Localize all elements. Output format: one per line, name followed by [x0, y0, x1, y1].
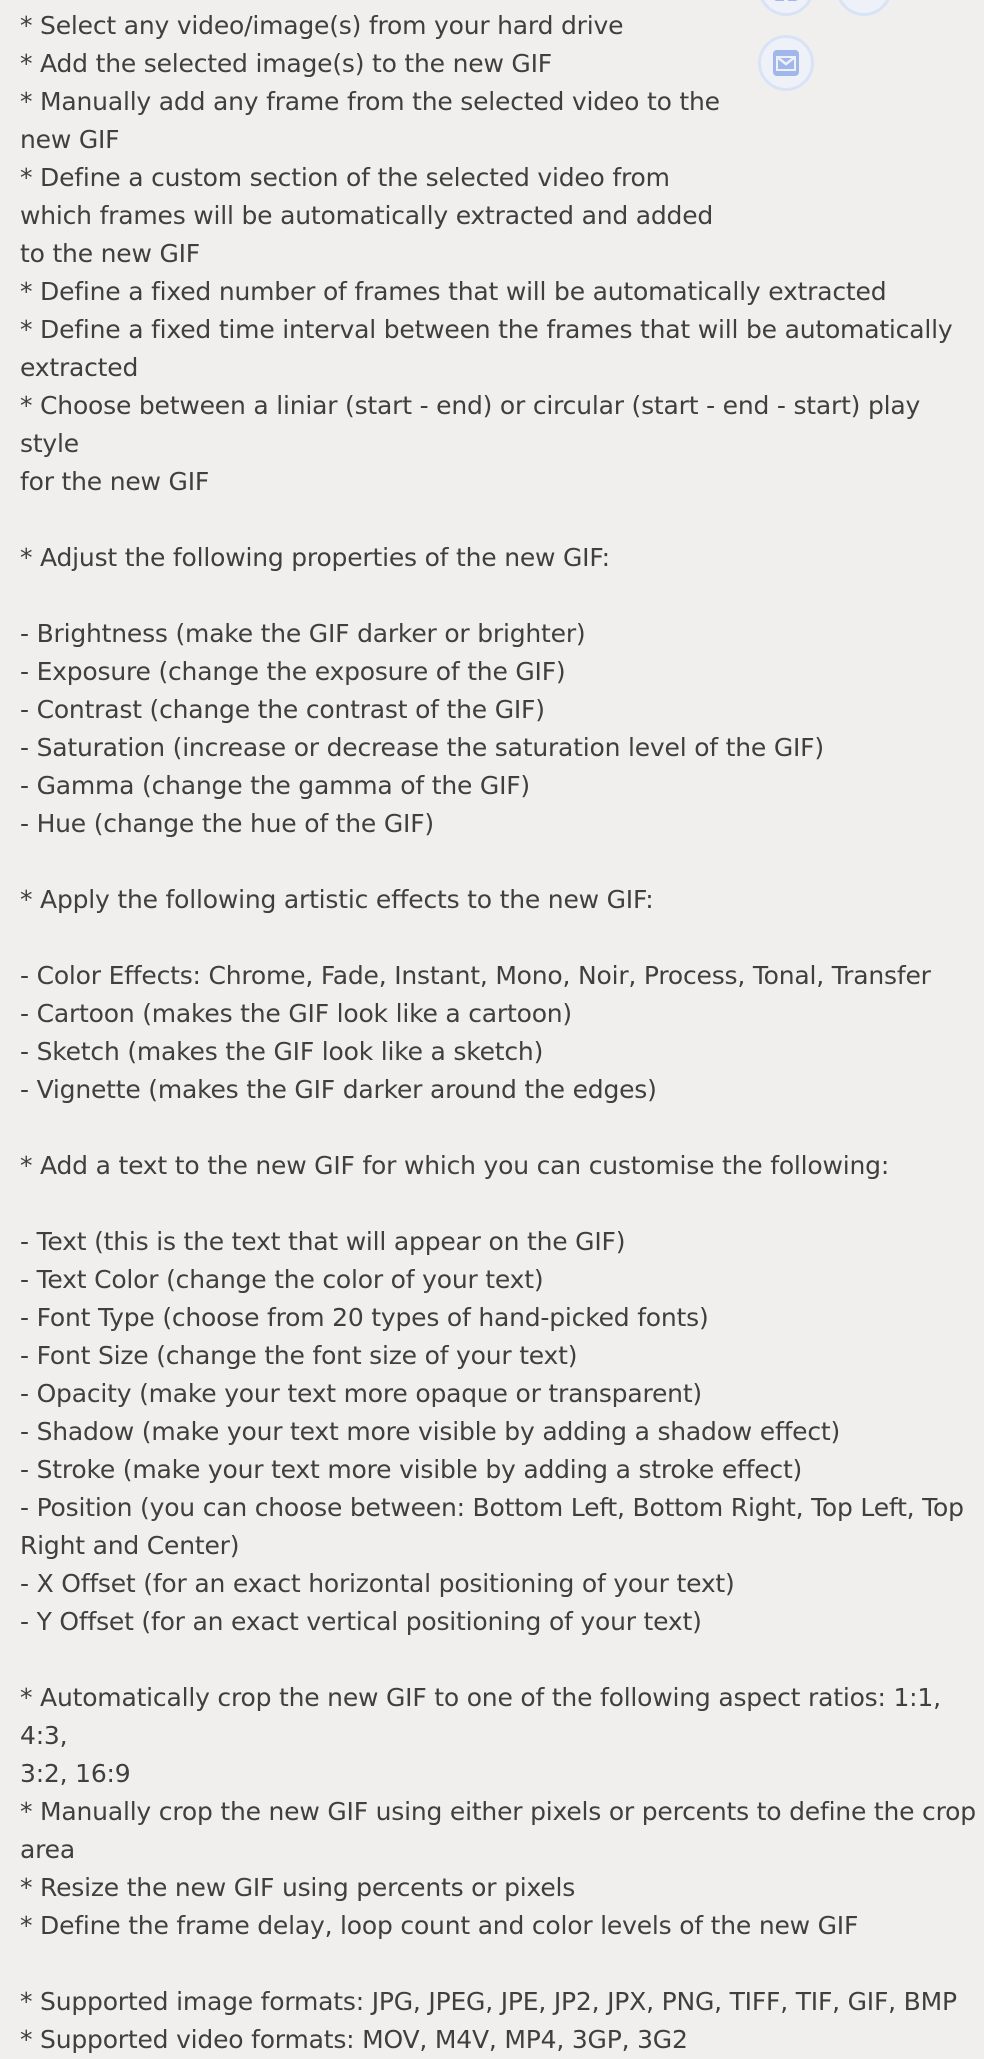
description-line: - Sketch (makes the GIF look like a sketch)	[20, 1037, 544, 1066]
description-line: * Apply the following artistic effects to the new GIF:	[20, 885, 654, 914]
description-line: which frames will be automatically extracted and added	[20, 201, 714, 230]
description-line: * Add the selected image(s) to the new GIF	[20, 49, 552, 78]
description-line: extracted	[20, 353, 139, 382]
description-line	[20, 1185, 980, 1223]
description-line: * Select any video/image(s) from your hard drive	[20, 11, 624, 40]
description-line: * Define a custom section of the selected video from	[20, 163, 670, 192]
description-line: * Adjust the following properties of the new GIF:	[20, 543, 610, 572]
description-line: - X Offset (for an exact horizontal positioning of your text)	[20, 1569, 735, 1598]
description-line: new GIF	[20, 125, 120, 154]
description-line: * Supported video formats: MOV, M4V, MP4, 3GP, 3G2	[20, 2025, 688, 2054]
description-line: * Define the frame delay, loop count and color levels of the new GIF	[20, 1911, 859, 1940]
description-line: * Define a fixed number of frames that will be automatically extracted	[20, 277, 887, 306]
description-line: - Y Offset (for an exact vertical positioning of your text)	[20, 1607, 702, 1636]
description-line: - Hue (change the hue of the GIF)	[20, 809, 434, 838]
description-line: * Resize the new GIF using percents or pixels	[20, 1873, 576, 1902]
description-line	[20, 1641, 980, 1679]
description-line: * Supported image formats: JPG, JPEG, JPE, JP2, JPX, PNG, TIFF, TIF, GIF, BMP	[20, 1987, 957, 2016]
description-line: - Exposure (change the exposure of the GIF)	[20, 657, 566, 686]
description-line: * Manually add any frame from the selected video to the	[20, 87, 720, 116]
description-line	[20, 1945, 980, 1983]
description-line: - Brightness (make the GIF darker or brighter)	[20, 619, 586, 648]
facebook-icon	[771, 0, 801, 3]
description-line: - Cartoon (makes the GIF look like a cartoon)	[20, 999, 572, 1028]
description-line: - Contrast (change the contrast of the GIF)	[20, 695, 545, 724]
description-line: - Font Size (change the font size of your text)	[20, 1341, 578, 1370]
description-line: Right and Center)	[20, 1531, 240, 1560]
description-line: - Color Effects: Chrome, Fade, Instant, Mono, Noir, Process, Tonal, Transfer	[20, 961, 931, 990]
description-line: to the new GIF	[20, 239, 200, 268]
description-line	[20, 577, 980, 615]
description-line: * Automatically crop the new GIF to one of the following aspect ratios: 1:1, 4:3,	[20, 1683, 941, 1750]
description-line: - Shadow (make your text more visible by adding a shadow effect)	[20, 1417, 841, 1446]
description-line: - Text (this is the text that will appear on the GIF)	[20, 1227, 626, 1256]
description-line: * Define a fixed time interval between the frames that will be automatically	[20, 315, 953, 344]
twitter-icon	[848, 0, 880, 2]
description-line: * Manually crop the new GIF using either pixels or percents to define the crop	[20, 1797, 976, 1826]
description-line: - Opacity (make your text more opaque or transparent)	[20, 1379, 702, 1408]
description-line: * Choose between a liniar (start - end) or circular (start - end - start) play style	[20, 391, 921, 458]
description-line	[20, 1109, 980, 1147]
description-line	[20, 919, 980, 957]
description-line: - Stroke (make your text more visible by adding a stroke effect)	[20, 1455, 803, 1484]
description-line	[20, 843, 980, 881]
description-line: - Saturation (increase or decrease the saturation level of the GIF)	[20, 733, 824, 762]
description-line: - Gamma (change the gamma of the GIF)	[20, 771, 530, 800]
description-line: - Text Color (change the color of your text)	[20, 1265, 544, 1294]
description-line: - Font Type (choose from 20 types of hand-picked fonts)	[20, 1303, 709, 1332]
description-line: 3:2, 16:9	[20, 1759, 131, 1788]
description-line: - Vignette (makes the GIF darker around the edges)	[20, 1075, 657, 1104]
description-line: for the new GIF	[20, 467, 210, 496]
description-line: - Position (you can choose between: Bottom Left, Bottom Right, Top Left, Top	[20, 1493, 964, 1522]
description-line: * Add a text to the new GIF for which you can customise the following:	[20, 1151, 890, 1180]
description-line	[20, 501, 980, 539]
description-line: area	[20, 1835, 75, 1864]
app-description	[20, 7, 980, 2059]
